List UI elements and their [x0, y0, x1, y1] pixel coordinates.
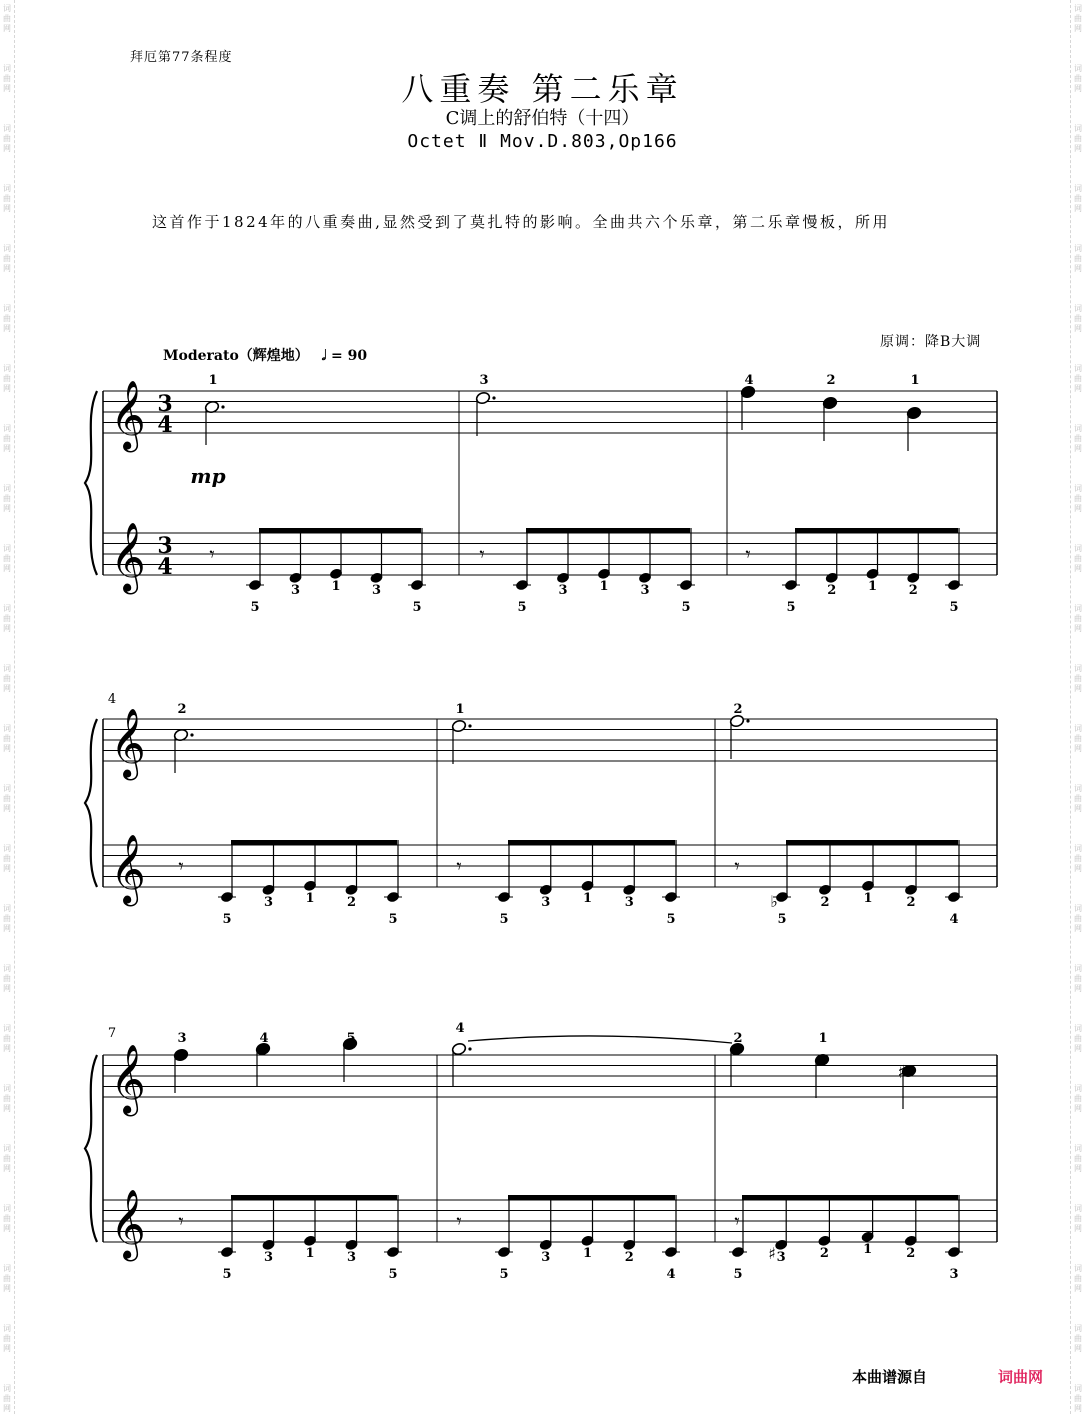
fingering-number: 2	[733, 1031, 743, 1046]
watermark-glyph: 曲	[1074, 734, 1082, 743]
fingering-number: 3	[290, 582, 301, 598]
fingering-number: 3	[263, 1249, 274, 1265]
time-signature-numerator: 3	[157, 391, 173, 417]
watermark-glyph: 曲	[1074, 974, 1082, 983]
watermark-glyph: 词	[1074, 904, 1082, 913]
watermark-glyph: 曲	[1074, 314, 1082, 323]
watermark-glyph: 词	[1074, 1324, 1082, 1333]
eighth-rest-icon: 𝄾	[479, 542, 485, 566]
watermark-glyph: 曲	[3, 134, 11, 143]
fingering-number: 2	[906, 894, 916, 910]
fingering-number: 1	[331, 578, 341, 594]
watermark-glyph: 词	[1074, 1144, 1082, 1153]
fingering-number: 3	[346, 1249, 357, 1265]
fingering-number: 5	[388, 912, 398, 927]
watermark-glyph: 词	[3, 424, 11, 433]
watermark-glyph: 词	[3, 244, 11, 253]
fingering-number: 5	[250, 600, 260, 615]
tempo-text: Moderato（辉煌地）	[163, 348, 309, 364]
fingering-number: 5	[222, 1267, 232, 1282]
beam	[231, 1195, 397, 1200]
watermark-glyph: 网	[1074, 744, 1082, 753]
watermark-glyph: 词	[3, 1384, 11, 1393]
watermark-glyph: 网	[3, 864, 11, 873]
watermark-glyph: 网	[3, 384, 11, 393]
fingering-number: 3	[263, 894, 274, 910]
beam	[508, 840, 675, 845]
tempo-bpm: = 90	[331, 348, 368, 364]
fingering-number: 1	[599, 578, 609, 594]
watermark-glyph: 网	[1074, 504, 1082, 513]
watermark-glyph: 网	[1074, 204, 1082, 213]
dot	[468, 1047, 471, 1050]
fingering-number: 3	[479, 373, 489, 388]
watermark-glyph: 网	[1074, 684, 1082, 693]
watermark-glyph: 曲	[1074, 1274, 1082, 1283]
fingering-number: 1	[305, 890, 315, 906]
watermark-glyph: 网	[3, 204, 11, 213]
watermark-glyph: 网	[3, 24, 11, 33]
watermark-glyph: 词	[3, 304, 11, 313]
fingering-number: 2	[906, 1245, 916, 1261]
watermark-glyph: 词	[3, 604, 11, 613]
watermark-glyph: 曲	[3, 914, 11, 923]
treble-clef-icon: 𝄞	[110, 522, 146, 592]
watermark-glyph: 词	[1074, 304, 1082, 313]
watermark-glyph: 网	[3, 1224, 11, 1233]
watermark-glyph: 词	[3, 664, 11, 673]
beam	[786, 840, 958, 845]
eighth-rest-icon: 𝄾	[734, 854, 740, 878]
time-signature-denominator: 4	[157, 554, 173, 580]
fingering-number: 1	[455, 702, 465, 717]
fingering-number: 5	[388, 1267, 398, 1282]
watermark-glyph: 曲	[1074, 1094, 1082, 1103]
fingering-number: 2	[177, 702, 187, 717]
watermark-glyph: 网	[1074, 84, 1082, 93]
fingering-number: 5	[499, 1267, 509, 1282]
watermark-glyph: 网	[3, 1404, 11, 1413]
fingering-number: 3	[541, 894, 551, 910]
fingering-number: 3	[558, 582, 568, 598]
watermark-glyph: 曲	[3, 74, 11, 83]
watermark-glyph: 网	[3, 804, 11, 813]
eighth-rest-icon: 𝄾	[745, 542, 751, 566]
watermark-glyph: 曲	[1074, 1214, 1082, 1223]
original-key: 原调：降B大调	[880, 334, 982, 350]
watermark-glyph: 词	[1074, 124, 1082, 133]
grand-staff-brace	[85, 719, 97, 887]
watermark-glyph: 曲	[3, 974, 11, 983]
watermark-glyph: 词	[3, 1204, 11, 1213]
watermark-glyph: 网	[3, 1164, 11, 1173]
watermark-glyph: 词	[1074, 184, 1082, 193]
watermark-glyph: 曲	[3, 1094, 11, 1103]
watermark-glyph: 网	[1074, 1344, 1082, 1353]
watermark-glyph: 词	[1074, 784, 1082, 793]
watermark-glyph: 词	[3, 184, 11, 193]
fingering-number: 5	[949, 600, 959, 615]
fingering-number: 3	[776, 1249, 786, 1265]
watermark-glyph: 词	[1074, 1084, 1082, 1093]
beam	[795, 528, 958, 533]
watermark-glyph: 网	[3, 924, 11, 933]
watermark-glyph: 网	[1074, 1104, 1082, 1113]
watermark-glyph: 词	[1074, 1264, 1082, 1273]
watermark-glyph: 词	[3, 964, 11, 973]
eighth-rest-icon: 𝄾	[209, 542, 215, 566]
source-label: 本曲谱源自	[852, 1368, 928, 1386]
eighth-rest-icon: 𝄾	[178, 1209, 184, 1233]
eighth-rest-icon: 𝄾	[178, 854, 184, 878]
eighth-rest-icon: 𝄾	[456, 1209, 462, 1233]
fingering-number: 3	[949, 1267, 959, 1282]
dot	[190, 733, 193, 736]
watermark-glyph: 词	[3, 844, 11, 853]
watermark-glyph: 曲	[3, 734, 11, 743]
watermark-glyph: 曲	[1074, 794, 1082, 803]
grand-staff-brace	[85, 1055, 97, 1242]
fingering-number: 4	[949, 912, 959, 927]
fingering-number: 1	[818, 1031, 828, 1046]
watermark-glyph: 曲	[1074, 14, 1082, 23]
fingering-number: 5	[786, 600, 796, 615]
watermark-glyph: 网	[3, 744, 11, 753]
fingering-number: 1	[867, 578, 878, 594]
watermark-glyph: 词	[3, 1084, 11, 1093]
fingering-number: 4	[666, 1267, 676, 1282]
watermark-glyph: 词	[3, 1024, 11, 1033]
dot	[468, 724, 471, 727]
watermark-glyph: 网	[1074, 444, 1082, 453]
watermark-glyph: 曲	[3, 1274, 11, 1283]
watermark-glyph: 曲	[1074, 554, 1082, 563]
watermark-glyph: 网	[3, 264, 11, 273]
watermark-glyph: 网	[1074, 564, 1082, 573]
fingering-number: 3	[371, 582, 382, 598]
beam	[742, 1195, 958, 1200]
page-subtitle: C调上的舒伯特（十四）	[445, 108, 640, 129]
watermark-glyph: 网	[3, 1344, 11, 1353]
watermark-glyph: 词	[3, 784, 11, 793]
work-catalogue: Octet Ⅱ Mov.D.803,Op166	[407, 131, 678, 152]
watermark-glyph: 词	[3, 1144, 11, 1153]
difficulty-level: 拜厄第77条程度	[130, 50, 233, 65]
watermark-glyph: 曲	[1074, 614, 1082, 623]
watermark-glyph: 词	[1074, 1024, 1082, 1033]
watermark-glyph: 曲	[3, 1154, 11, 1163]
intro-paragraph: 这首作于1824年的八重奏曲,显然受到了莫扎特的影响。全曲共六个乐章，第二乐章慢板，所用	[152, 213, 890, 231]
watermark-glyph: 词	[1074, 964, 1082, 973]
watermark-glyph: 曲	[1074, 134, 1082, 143]
half-note-icon: 𝅗𝅥	[321, 348, 327, 364]
time-signature-denominator: 4	[157, 412, 173, 438]
fingering-number: 1	[582, 1245, 593, 1261]
beam	[231, 840, 397, 845]
watermark-glyph: 网	[3, 444, 11, 453]
treble-clef-icon: 𝄞	[110, 1189, 146, 1259]
watermark-glyph: 词	[1074, 844, 1082, 853]
fingering-number: 3	[640, 582, 650, 598]
watermark-glyph: 网	[1074, 1284, 1082, 1293]
watermark-glyph: 网	[3, 984, 11, 993]
fingering-number: 2	[733, 702, 743, 717]
fingering-number: 5	[346, 1031, 356, 1046]
watermark-glyph: 网	[3, 1044, 11, 1053]
dynamic-marking: mp	[190, 464, 226, 488]
fingering-number: 2	[624, 1249, 634, 1265]
flat-accidental: ♭	[770, 892, 778, 911]
watermark-glyph: 词	[1074, 244, 1082, 253]
watermark-glyph: 曲	[3, 1214, 11, 1223]
dot	[221, 405, 224, 408]
watermark-glyph: 曲	[1074, 494, 1082, 503]
watermark-glyph: 曲	[1074, 1334, 1082, 1343]
watermark-glyph: 网	[3, 564, 11, 573]
fingering-number: 5	[517, 600, 527, 615]
time-signature-numerator: 3	[157, 533, 173, 559]
beam	[526, 528, 690, 533]
source-site-link[interactable]: 词曲网	[998, 1368, 1044, 1386]
fingering-number: 3	[541, 1249, 551, 1265]
watermark-glyph: 曲	[3, 194, 11, 203]
watermark-glyph: 曲	[3, 314, 11, 323]
watermark-glyph: 词	[3, 1324, 11, 1333]
watermark-glyph: 曲	[3, 254, 11, 263]
watermark-glyph: 词	[1074, 1204, 1082, 1213]
watermark-glyph: 网	[3, 1104, 11, 1113]
fingering-number: 2	[819, 1245, 829, 1261]
fingering-number: 1	[305, 1245, 315, 1261]
dot	[492, 396, 495, 399]
watermark-glyph: 网	[3, 84, 11, 93]
fingering-number: 2	[826, 373, 836, 388]
treble-clef-icon: 𝄞	[110, 1044, 146, 1114]
watermark-glyph: 词	[3, 1264, 11, 1273]
watermark-glyph: 词	[3, 724, 11, 733]
fingering-number: 4	[259, 1031, 269, 1046]
watermark-glyph: 曲	[3, 434, 11, 443]
watermark-glyph: 网	[1074, 264, 1082, 273]
watermark-glyph: 网	[3, 504, 11, 513]
fingering-number: 5	[666, 912, 676, 927]
watermark-glyph: 网	[1074, 1224, 1082, 1233]
treble-clef-icon: 𝄞	[110, 380, 146, 450]
watermark-glyph: 曲	[1074, 254, 1082, 263]
watermark-glyph: 曲	[1074, 434, 1082, 443]
eighth-rest-icon: 𝄾	[456, 854, 462, 878]
sharp-accidental: ♯	[768, 1244, 776, 1263]
watermark-glyph: 词	[3, 124, 11, 133]
treble-clef-icon: 𝄞	[110, 708, 146, 778]
watermark-glyph: 词	[3, 4, 11, 13]
watermark-glyph: 网	[1074, 324, 1082, 333]
watermark-glyph: 网	[1074, 864, 1082, 873]
fingering-number: 4	[744, 373, 754, 388]
watermark-glyph: 词	[3, 364, 11, 373]
watermark-glyph: 词	[3, 544, 11, 553]
watermark-glyph: 网	[1074, 984, 1082, 993]
dot	[746, 719, 749, 722]
fingering-number: 1	[582, 890, 593, 906]
watermark-glyph: 网	[3, 1284, 11, 1293]
measure-number: 7	[107, 1026, 117, 1041]
watermark-glyph: 词	[1074, 364, 1082, 373]
fingering-number: 5	[777, 912, 787, 927]
watermark-glyph: 词	[1074, 4, 1082, 13]
watermark-glyph: 曲	[1074, 914, 1082, 923]
watermark-glyph: 词	[1074, 424, 1082, 433]
watermark-glyph: 曲	[3, 794, 11, 803]
fingering-number: 4	[455, 1021, 465, 1036]
watermark-glyph: 网	[1074, 24, 1082, 33]
watermark-glyph: 词	[3, 904, 11, 913]
watermark-glyph: 曲	[1074, 194, 1082, 203]
fingering-number: 5	[412, 600, 422, 615]
watermark-glyph: 曲	[1074, 674, 1082, 683]
watermark-glyph: 曲	[3, 1394, 11, 1403]
watermark-glyph: 曲	[1074, 1154, 1082, 1163]
watermark-glyph: 曲	[1074, 374, 1082, 383]
watermark-glyph: 词	[1074, 664, 1082, 673]
measure-number: 4	[107, 692, 117, 707]
watermark-glyph: 词	[1074, 1384, 1082, 1393]
watermark-glyph: 词	[3, 64, 11, 73]
watermark-glyph: 曲	[3, 14, 11, 23]
fingering-number: 5	[499, 912, 509, 927]
fingering-number: 5	[222, 912, 232, 927]
watermark-glyph: 词	[1074, 724, 1082, 733]
watermark-glyph: 词	[1074, 604, 1082, 613]
watermark-glyph: 曲	[3, 1034, 11, 1043]
fingering-number: 2	[827, 582, 837, 598]
page-title: 八重奏 第二乐章	[401, 70, 684, 108]
fingering-number: 1	[208, 373, 218, 388]
watermark-glyph: 曲	[3, 554, 11, 563]
watermark-glyph: 词	[1074, 64, 1082, 73]
watermark-glyph: 网	[1074, 1404, 1082, 1413]
watermark-glyph: 网	[1074, 804, 1082, 813]
watermark-glyph: 词	[3, 484, 11, 493]
grand-staff-brace	[85, 391, 97, 575]
fingering-number: 5	[681, 600, 691, 615]
eighth-rest-icon: 𝄾	[734, 1209, 740, 1233]
watermark-glyph: 曲	[1074, 74, 1082, 83]
fingering-number: 2	[908, 582, 918, 598]
watermark-glyph: 网	[1074, 144, 1082, 153]
watermark-glyph: 曲	[3, 374, 11, 383]
watermark-glyph: 曲	[3, 494, 11, 503]
fingering-number: 3	[177, 1031, 187, 1046]
watermark-glyph: 网	[3, 624, 11, 633]
watermark-glyph: 网	[1074, 1044, 1082, 1053]
watermark-glyph: 曲	[3, 614, 11, 623]
watermark-glyph: 网	[1074, 924, 1082, 933]
fingering-number: 3	[624, 894, 634, 910]
fingering-number: 1	[910, 373, 920, 388]
watermark-glyph: 曲	[1074, 1394, 1082, 1403]
watermark-glyph: 网	[3, 684, 11, 693]
sharp-accidental: ♯	[897, 1062, 907, 1083]
watermark-glyph: 曲	[3, 1334, 11, 1343]
watermark-glyph: 网	[3, 324, 11, 333]
treble-clef-icon: 𝄞	[110, 834, 146, 904]
fingering-number: 2	[346, 894, 357, 910]
watermark-glyph: 曲	[3, 854, 11, 863]
watermark-glyph: 网	[1074, 384, 1082, 393]
tie-slur	[468, 1036, 732, 1043]
watermark-glyph: 网	[1074, 1164, 1082, 1173]
watermark-glyph: 网	[3, 144, 11, 153]
fingering-number: 2	[820, 894, 830, 910]
watermark-glyph: 词	[1074, 544, 1082, 553]
beam	[508, 1195, 675, 1200]
watermark-glyph: 曲	[1074, 854, 1082, 863]
fingering-number: 5	[733, 1267, 743, 1282]
watermark-glyph: 曲	[3, 674, 11, 683]
beam	[259, 528, 421, 533]
fingering-number: 1	[863, 1241, 873, 1257]
fingering-number: 1	[863, 890, 873, 906]
watermark-glyph: 词	[1074, 484, 1082, 493]
watermark-glyph: 曲	[1074, 1034, 1082, 1043]
watermark-glyph: 网	[1074, 624, 1082, 633]
